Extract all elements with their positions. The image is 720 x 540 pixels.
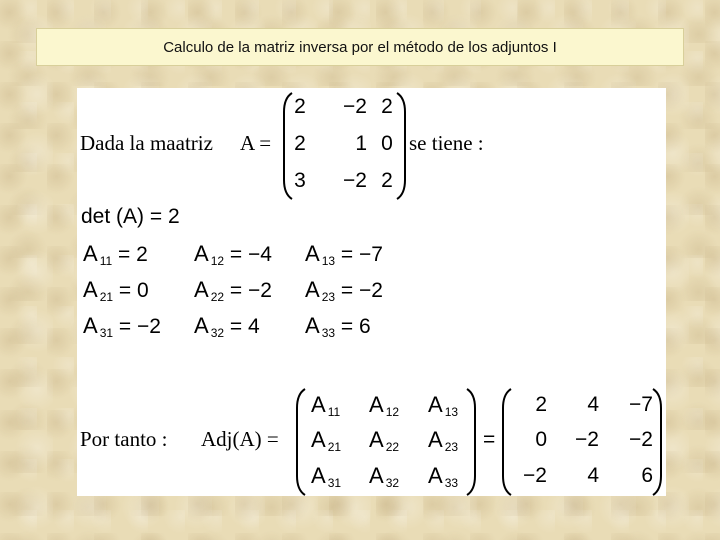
symbolic-matrix-left-bracket [295,388,307,496]
cofactor-entry: A $_{11}$ = 2 [83,241,148,268]
adj-label: Adj(A) = [201,427,279,451]
symbolic-cell: A $_{22}$ [369,427,400,454]
matrix-a-label: A = [240,131,272,155]
result-cell: −2 [523,464,547,487]
cofactor-entry: A $_{32}$ = 4 [194,313,260,340]
slide-title: Calculo de la matriz inversa por el método de los adjuntos I [163,38,557,56]
symbolic-cell: A $_{13}$ [428,392,459,419]
cofactor-entry: A $_{21}$ = 0 [83,277,149,304]
symbolic-cell: A $_{11}$ [311,392,341,419]
symbolic-cell: A $_{21}$ [311,427,342,454]
symbolic-cell: A $_{33}$ [428,463,459,490]
matrix-a-cell: 2 [294,95,306,118]
symbolic-cell: A $_{23}$ [428,427,459,454]
matrix-a-right-bracket [395,92,407,200]
cofactor-entry: A $_{31}$ = −2 [83,313,161,340]
result-cell: 4 [587,393,599,416]
result-cell: −2 [629,428,653,451]
determinant-line: det (A) = 2 [81,205,180,228]
statement-prefix: Dada la maatriz [80,131,213,155]
conclusion-prefix: Por tanto : [80,427,168,451]
cofactor-entry: A $_{33}$ = 6 [305,313,371,340]
cofactor-entry: A $_{22}$ = −2 [194,277,272,304]
cofactor-entry: A $_{12}$ = −4 [194,241,272,268]
matrix-a-cell: 2 [381,169,393,192]
matrix-a-cell: −2 [343,169,367,192]
result-cell: 2 [535,393,547,416]
symbolic-matrix-right-bracket [465,388,477,496]
symbolic-cell: A $_{31}$ [311,463,342,490]
slide-title-bar [36,28,684,66]
statement-suffix: se tiene : [409,131,484,155]
matrix-a-cell: 2 [294,132,306,155]
matrix-a-cell: 3 [294,169,306,192]
equals-sign: = [483,428,496,451]
symbolic-cell: A $_{12}$ [369,392,400,419]
result-cell: 4 [587,464,599,487]
matrix-a-cell: 0 [381,132,393,155]
result-matrix-right-bracket [651,388,663,496]
content-panel [77,88,666,496]
cofactor-entry: A $_{13}$ = −7 [305,241,383,268]
result-cell: 6 [641,464,653,487]
symbolic-cell: A $_{32}$ [369,463,400,490]
matrix-a-cell: −2 [343,95,367,118]
cofactor-entry: A $_{23}$ = −2 [305,277,383,304]
result-cell: −7 [629,393,653,416]
matrix-a-cell: 2 [381,95,393,118]
result-cell: −2 [575,428,599,451]
result-cell: 0 [535,428,547,451]
matrix-a-cell: 1 [355,132,367,155]
